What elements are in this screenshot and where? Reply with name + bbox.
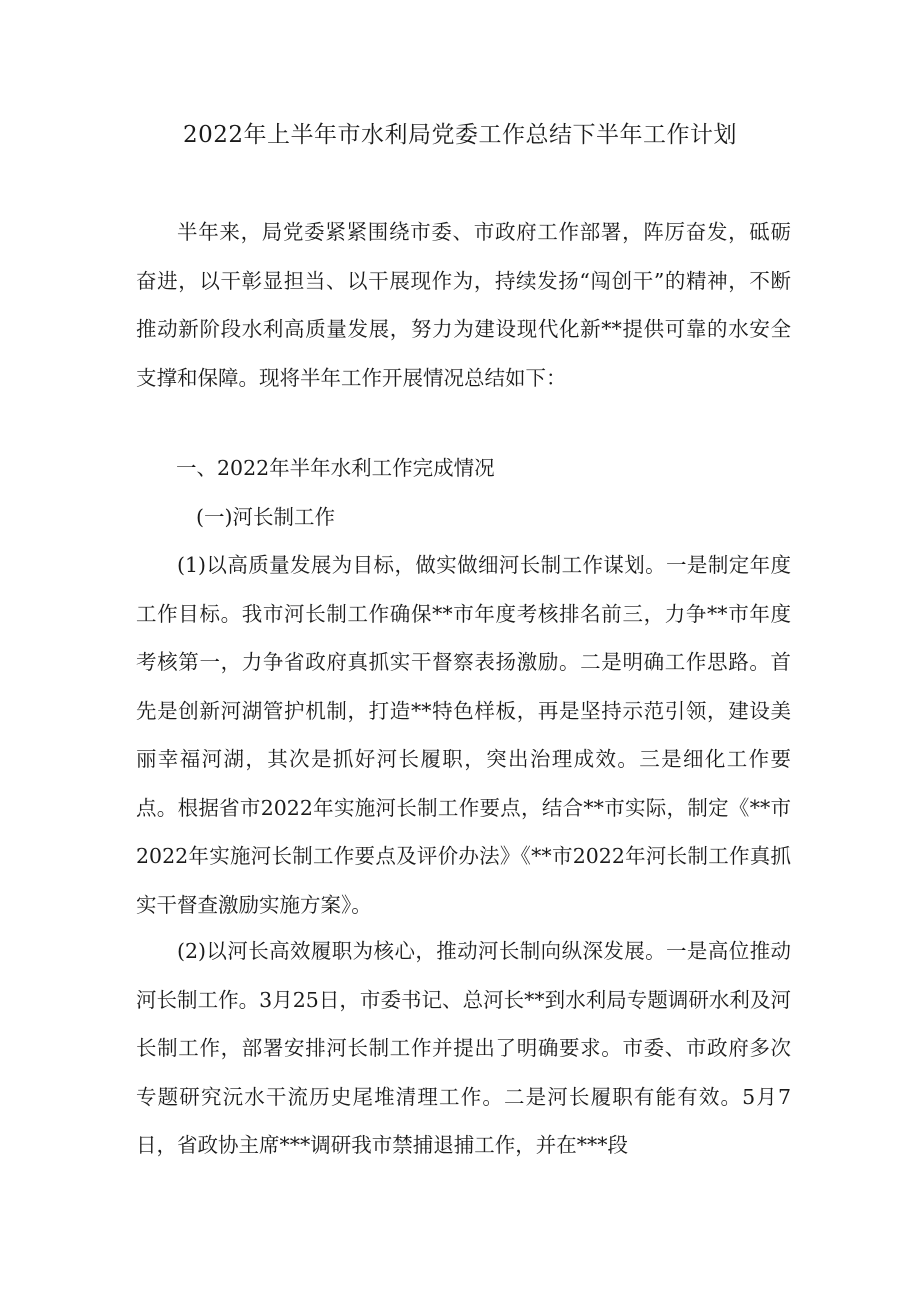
section-heading: 一、2022年半年水利工作完成情况 <box>176 456 495 480</box>
subsection-heading: (一)河长制工作 <box>196 505 335 529</box>
paragraph-item-2: (2)以河长高效履职为核心，推动河长制向纵深发展。一是高位推动河长制工作。3月25日，市委书记、总河长**到水利局专题调研水利及河长制工作，部署安排河长制工作并提出了明确要求。市委、市政府多次专题研究沅水干流历史尾堆清理工作。二是河长履职有能有效。5月7日，省政协主席***调研我市禁捕退捕工作，并在***段 <box>136 939 791 1157</box>
paragraph-item-1: (1)以高质量发展为目标，做实做细河长制工作谋划。一是制定年度工作目标。我市河长制工作确保**市年度考核排名前三，力争**市年度考核第一，力争省政府真抓实干督察表扬激励。二是明确工作思路。首先是创新河湖管护机制，打造**特色样板，再是坚持示范引领，建设美丽幸福河湖，其次是抓好河长履职，突出治理成效。三是细化工作要点。根据省市2022年实施河长制工作要点，结合**市实际，制定《**市2022年实施河长制工作要点及评价办法》《**市2022年河长制工作真抓实干督查激励实施方案》。 <box>136 553 791 917</box>
intro-paragraph: 半年来，局党委紧紧围绕市委、市政府工作部署，阵厉奋发，砥砺奋进，以干彰显担当、以干展现作为，持续发扬“闯创干”的精神，不断推动新阶段水利高质量发展，努力为建设现代化新**提供可靠的水安全支撑和保障。现将半年工作开展情况总结如下： <box>136 220 791 390</box>
document-title: 2022年上半年市水利局党委工作总结下半年工作计划 <box>182 122 738 148</box>
